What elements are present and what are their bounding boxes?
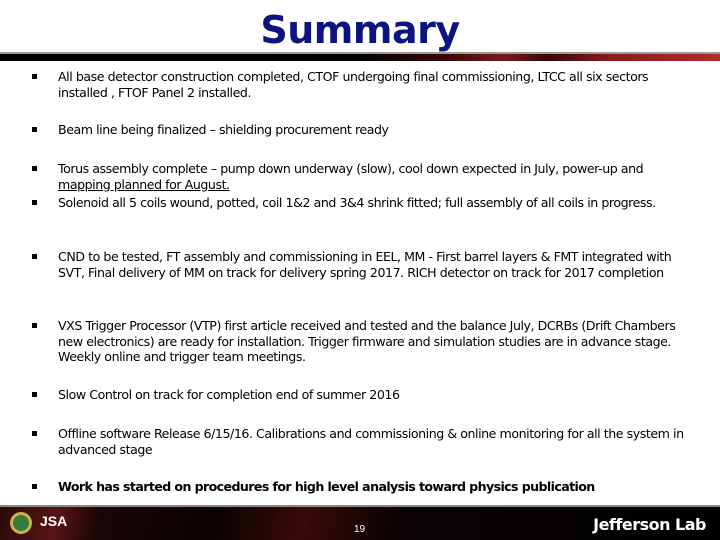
jefferson-lab-logo: Jefferson Lab (593, 515, 706, 534)
header-bar (0, 54, 720, 61)
bullet-text: Beam line being finalized – shielding procurement ready (58, 122, 389, 137)
bullet-text: CND to be tested, FT assembly and commissioning in EEL, MM - First barrel layers & FMT integrated with SVT, Final delivery of MM on track for delivery spring 2017. RICH detector on track for 2017 completion (58, 249, 672, 280)
bullet-icon (32, 254, 37, 259)
bullet-item (58, 318, 698, 365)
bullet-text: Torus assembly complete – pump down underway (slow), cool down expected in July, power-up and (58, 161, 644, 176)
bullet-text: Solenoid all 5 coils wound, potted, coil 1&2 and 3&4 shrink fitted; full assembly of all coils in progress. (58, 195, 656, 210)
bullet-text: Slow Control on track for completion end of summer 2016 (58, 387, 400, 402)
bullet-icon (32, 484, 37, 489)
bullet-icon (32, 200, 37, 205)
bullet-icon (32, 323, 37, 328)
doe-seal-icon (10, 512, 32, 534)
bullet-item (58, 69, 698, 100)
jsa-logo: JSA (40, 513, 68, 529)
slide-title: Summary (260, 8, 460, 52)
bullet-icon (32, 127, 37, 132)
bullet-text: VXS Trigger Processor (VTP) first article received and tested and the balance July, DCRBs (Drift Chambers new electronics) are ready for installation. Trigger firmware and simulation studies are in advance stage. Weekly online and trigger team meetings. (58, 318, 676, 365)
bullet-icon (32, 74, 37, 79)
bullet-text: Work has started on procedures for high level analysis toward physics publication (58, 479, 595, 494)
bullet-icon (32, 166, 37, 171)
bullet-text: All base detector construction completed, CTOF undergoing final commissioning, LTCC all six sectors installed , FTOF Panel 2 installed. (58, 69, 649, 100)
bullet-icon (32, 431, 37, 436)
bullet-item (58, 249, 698, 280)
bullet-item (58, 387, 698, 403)
bullet-item (58, 161, 698, 192)
bullet-item (58, 479, 698, 495)
bullet-item (58, 195, 698, 211)
bullet-underlined-text: mapping planned for August. (58, 176, 230, 192)
page-number: 19 (354, 524, 366, 535)
bullet-icon (32, 392, 37, 397)
bullet-item (58, 426, 698, 457)
bullet-item (58, 122, 698, 138)
bullet-text: Offline software Release 6/15/16. Calibrations and commissioning & online monitoring for all the system in advanced stage (58, 426, 684, 457)
